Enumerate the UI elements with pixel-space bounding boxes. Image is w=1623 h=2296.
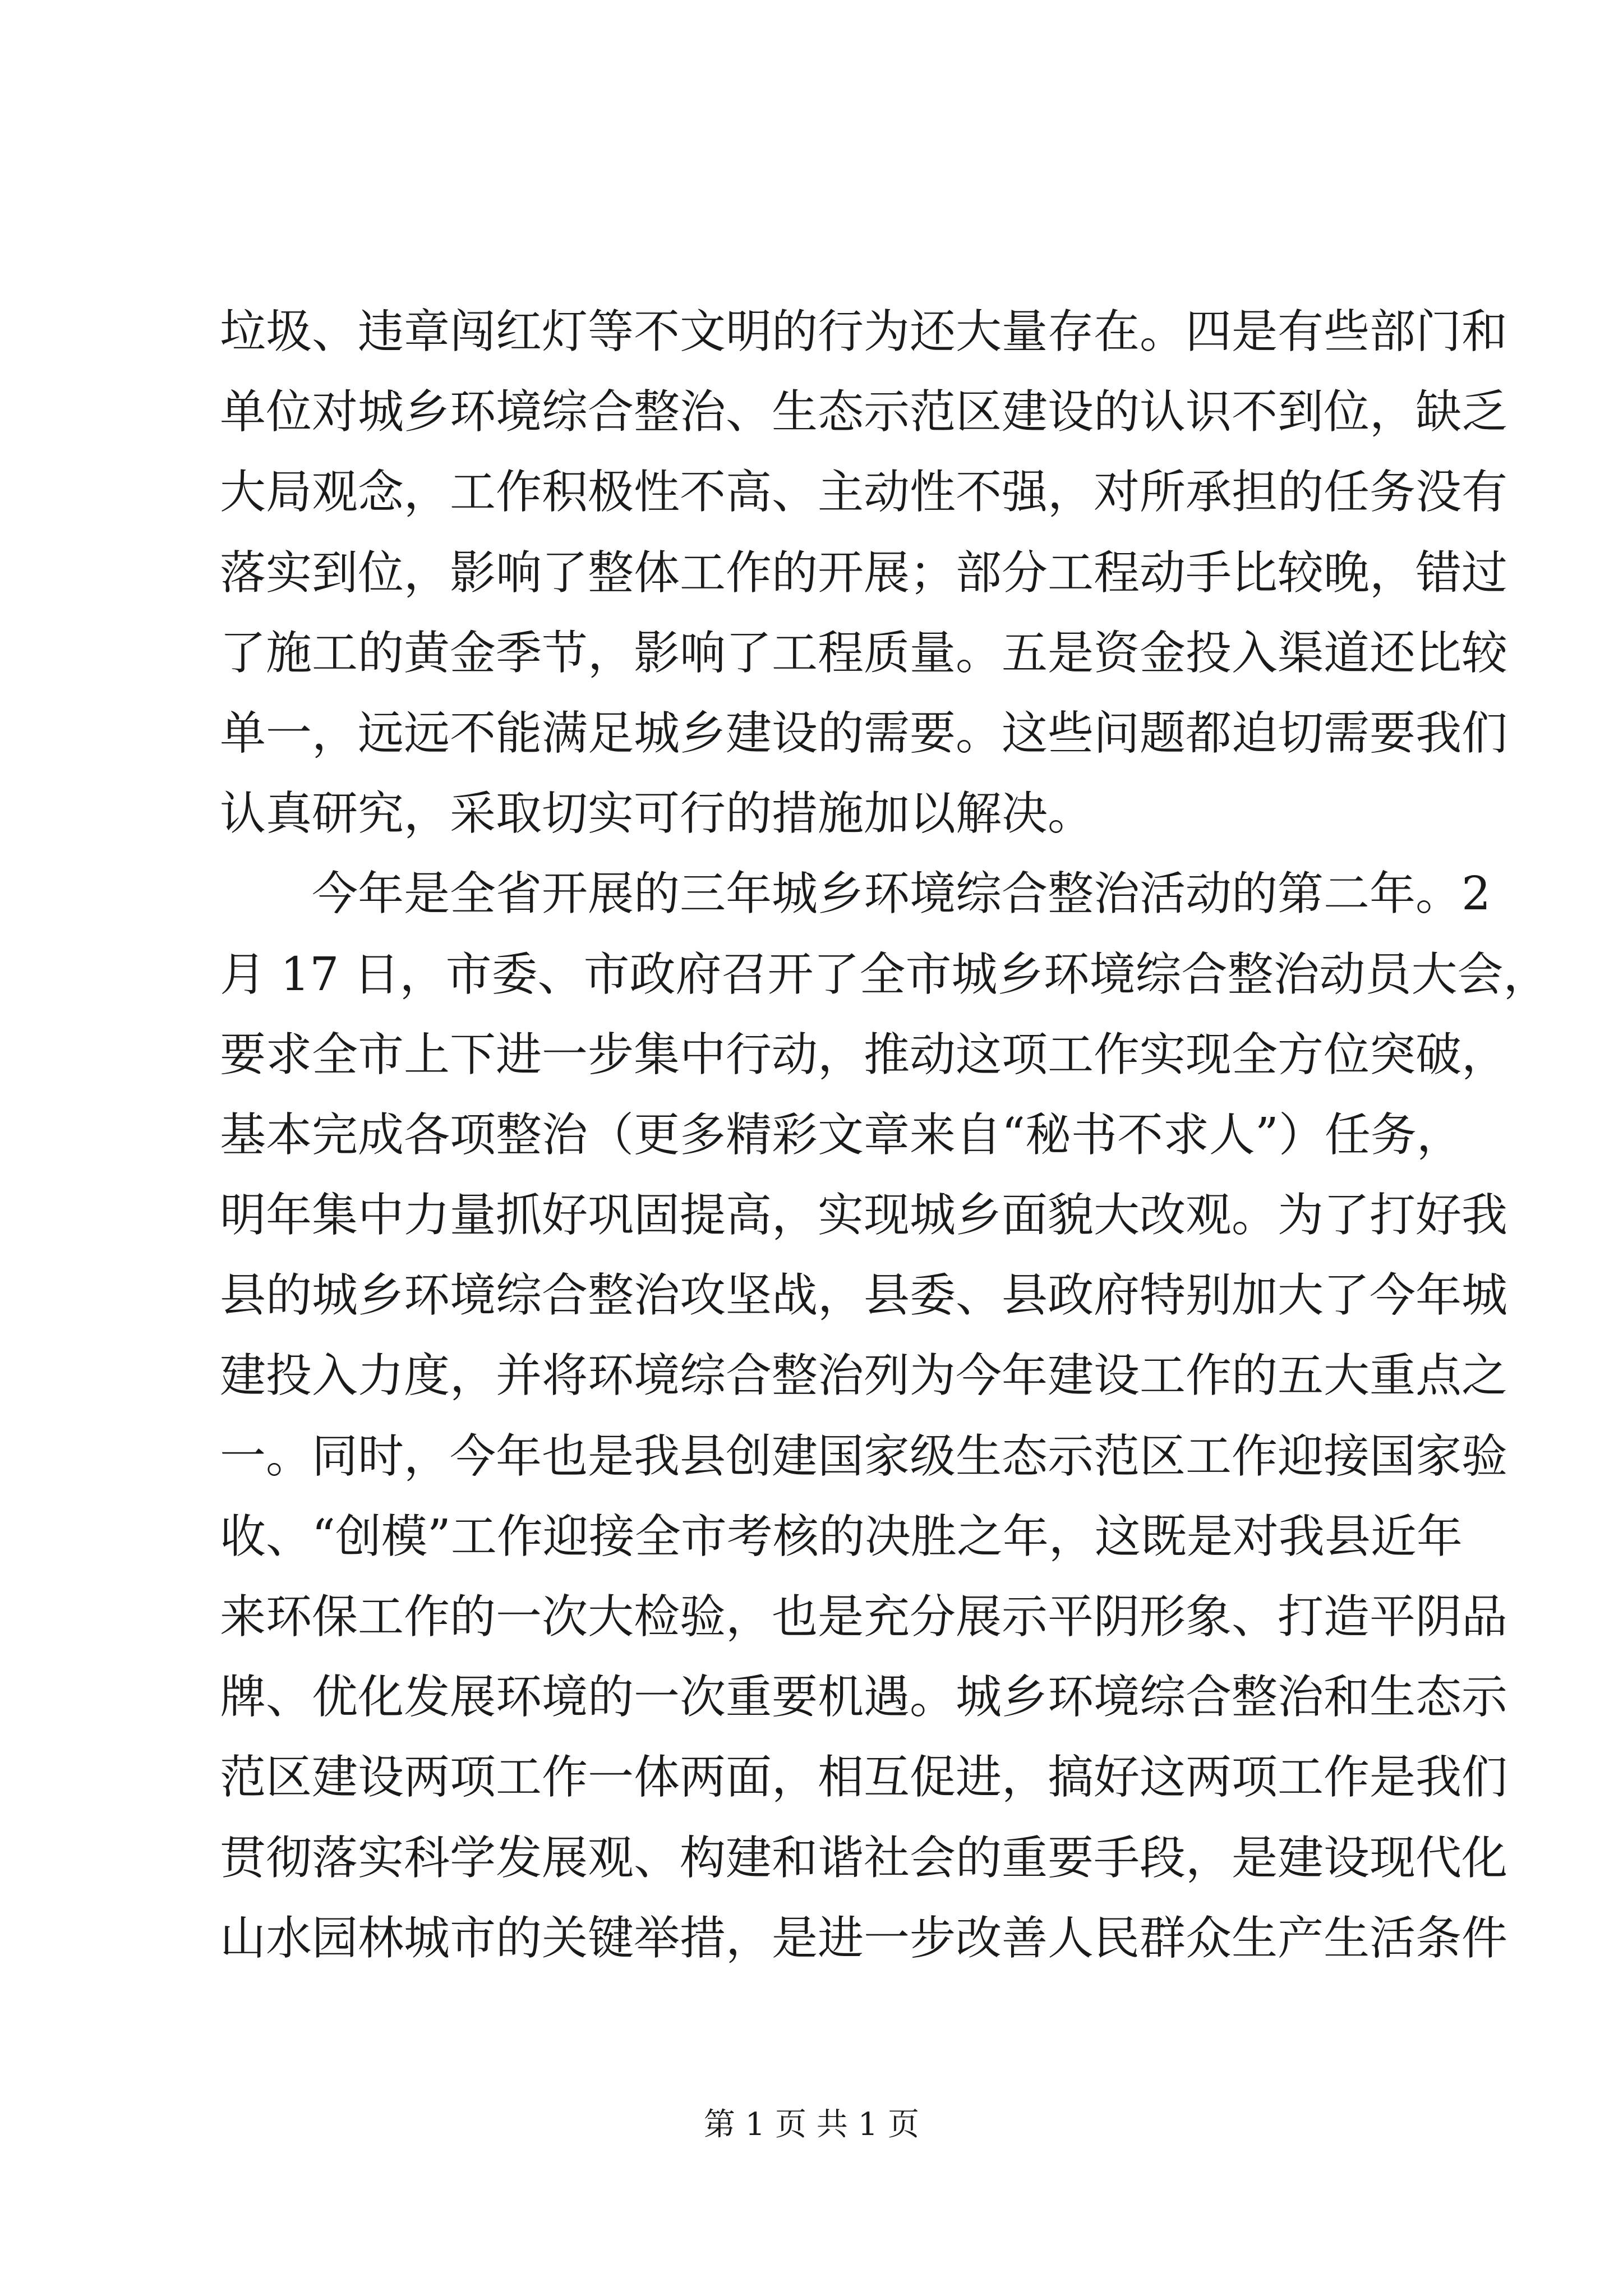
text-line: 了施工的黄金季节，影响了工程质量。五是资金投入渠道还比较 (220, 626, 1508, 680)
text-line: 月 17 日，市委、市政府召开了全市城乡环境综合整治动员大会， (220, 947, 1550, 1001)
text-line: 建投入力度，并将环境综合整治列为今年建设工作的五大重点之 (220, 1349, 1508, 1403)
text-line: 单位对城乡环境综合整治、生态示范区建设的认识不到位，缺乏 (220, 385, 1508, 439)
text-line: 贯彻落实科学发展观、构建和谐社会的重要手段，是建设现代化 (220, 1831, 1508, 1885)
text-line: 认真研究，采取切实可行的措施加以解决。 (220, 787, 1094, 841)
text-line: 落实到位，影响了整体工作的开展；部分工程动手比较晚，错过 (220, 546, 1508, 600)
text-line: 基本完成各项整治（更多精彩文章来自“秘书不求人”）任务， (220, 1108, 1463, 1162)
text-line: 一。同时，今年也是我县创建国家级生态示范区工作迎接国家验 (220, 1429, 1508, 1483)
text-line: 来环保工作的一次大检验，也是充分展示平阴形象、打造平阴品 (220, 1590, 1508, 1644)
text-line: 垃圾、违章闯红灯等不文明的行为还大量存在。四是有些部门和 (220, 305, 1508, 358)
text-line: 单一，远远不能满足城乡建设的需要。这些问题都迫切需要我们 (220, 706, 1508, 760)
text-line: 收、“创模”工作迎接全市考核的决胜之年，这既是对我县近年 (220, 1510, 1463, 1563)
text-line: 县的城乡环境综合整治攻坚战，县委、县政府特别加大了今年城 (220, 1269, 1508, 1323)
text-line: 范区建设两项工作一体两面，相互促进，搞好这两项工作是我们 (220, 1751, 1508, 1805)
page-number-footer: 第 1 页 共 1 页 (703, 2106, 920, 2143)
body-text (220, 292, 1550, 1978)
text-line: 大局观念，工作积极性不高、主动性不强，对所承担的任务没有 (220, 466, 1508, 519)
text-line: 牌、优化发展环境的一次重要机遇。城乡环境综合整治和生态示 (220, 1671, 1508, 1724)
text-line: 山水园林城市的关键举措，是进一步改善人民群众生产生活条件 (220, 1911, 1508, 1965)
paragraph-first-line: 今年是全省开展的三年城乡环境综合整治活动的第二年。2 (312, 867, 1491, 921)
text-line: 明年集中力量抓好巩固提高，实现城乡面貌大改观。为了打好我 (220, 1189, 1508, 1243)
text-line: 要求全市上下进一步集中行动，推动这项工作实现全方位突破， (220, 1028, 1508, 1082)
